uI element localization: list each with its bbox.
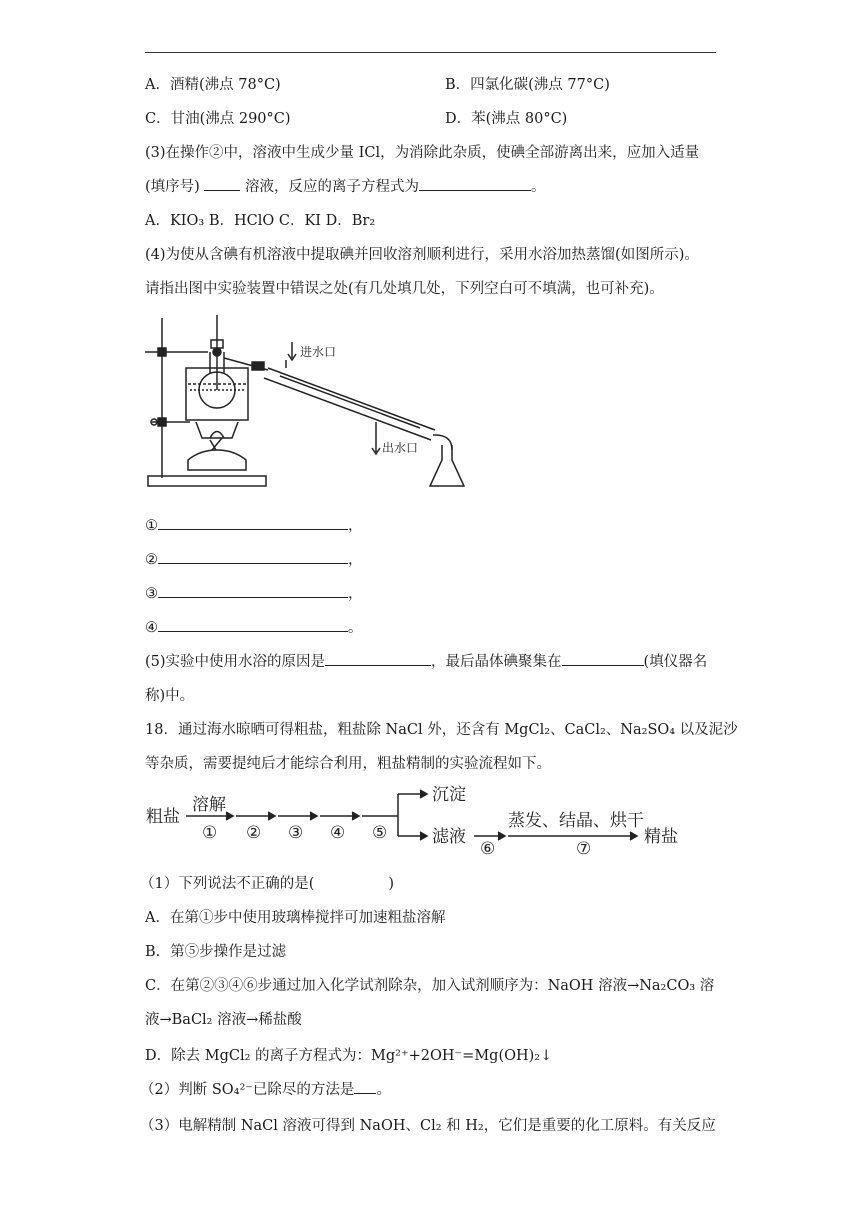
answer-blank[interactable] — [158, 617, 348, 632]
header-rule — [145, 52, 716, 53]
q4-text: (4)为使从含碘有机溶液中提取碘并回收溶剂顺利进行，采用水浴加热蒸馏(如图所示)。 — [145, 247, 699, 263]
flow-start: 粗盐 — [146, 807, 180, 827]
q18-2: （2）判断 SO₄²⁻已除尽的方法是 。 — [140, 1078, 391, 1099]
flow-step-2: ② — [246, 823, 262, 843]
answer-line-2: ② ， — [145, 548, 363, 569]
flow-precipitate: 沉淀 — [432, 785, 466, 805]
answer-line-4: ④ 。 — [145, 616, 363, 637]
q3-label: (填序号) — [145, 179, 200, 195]
statement-d: D．除去 MgCl₂ 的离子方程式为：Mg²⁺+2OH⁻=Mg(OH)₂↓ — [145, 1048, 553, 1064]
q3-text: (3)在操作②中，溶液中生成少量 ICl，为消除此杂质，使碘全部游离出来，应加入适量 — [145, 145, 700, 161]
water-in-label: 进水口 — [300, 345, 337, 359]
answer-blank[interactable] — [325, 651, 431, 666]
q18-1: （1）下列说法不正确的是( ) — [140, 876, 395, 892]
q5-line-2: 称)中。 — [145, 688, 195, 704]
flow-product: 精盐 — [644, 827, 678, 847]
option-b: B．四氯化碳(沸点 77°C) — [445, 77, 610, 93]
q3-label-2: 溶液，反应的离子方程式为 — [245, 179, 420, 195]
q18-text-2: 等杂质，需要提纯后才能综合利用，粗盐精制的实验流程如下。 — [145, 756, 551, 772]
option-a: A．酒精(沸点 78°C) — [145, 77, 281, 93]
condenser — [264, 360, 435, 440]
answer-blank[interactable] — [419, 176, 531, 191]
q18-text: 18．通过海水晾晒可得粗盐，粗盐除 NaCl 外，还含有 MgCl₂、CaCl₂、Na₂SO₄ 以及泥沙 — [145, 722, 738, 738]
flow-step-3: ③ — [288, 823, 304, 843]
answer-blank[interactable] — [354, 1079, 376, 1094]
statement-c: C．在第②③④⑥步通过加入化学试剂除杂，加入试剂顺序为：NaOH 溶液→Na₂CO₃ 溶 — [145, 978, 715, 994]
flow-step-1: ① — [202, 823, 218, 843]
stand-base — [148, 476, 266, 486]
option-d: D．苯(沸点 80°C) — [445, 111, 568, 127]
flow-step-7: ⑦ — [576, 839, 592, 859]
q3-line2 — [145, 175, 546, 196]
water-out-label: 出水口 — [382, 441, 419, 455]
answer-line-1: ① ， — [145, 514, 363, 535]
answer-blank[interactable] — [158, 515, 348, 530]
option-c: C．甘油(沸点 290°C) — [145, 111, 291, 127]
flow-dissolve: 溶解 — [192, 795, 226, 815]
q4-text-2: 请指出图中实验装置中错误之处(有几处填几处，下列空白可不填满，也可补充)。 — [145, 281, 664, 297]
q18-3: （3）电解精制 NaCl 溶液可得到 NaOH、Cl₂ 和 H₂，它们是重要的化工原料。有关反应 — [140, 1118, 716, 1134]
q5-line: (5)实验中使用水浴的原因是 ，最后晶体碘聚集在 (填仪器名 — [145, 650, 707, 671]
flow-evap: 蒸发、结晶、烘干 — [508, 811, 644, 831]
alcohol-lamp — [188, 450, 246, 470]
answer-blank[interactable] — [204, 176, 240, 191]
flow-step-4: ④ — [330, 823, 346, 843]
distillation-diagram — [140, 310, 480, 500]
flow-filtrate: 滤液 — [432, 827, 466, 847]
answer-line-3: ③ ， — [145, 582, 363, 603]
q3-period: 。 — [531, 179, 546, 195]
receiving-flask — [430, 445, 464, 486]
salt-flow-diagram — [140, 780, 700, 860]
statement-c-2: 液→BaCl₂ 溶液→稀盐酸 — [145, 1012, 302, 1028]
answer-blank[interactable] — [158, 583, 348, 598]
answer-blank[interactable] — [158, 549, 348, 564]
statement-a: A．在第①步中使用玻璃棒搅拌可加速粗盐溶解 — [145, 910, 446, 926]
q3-choices: A．KIO₃ B．HClO C．KI D．Br₂ — [145, 213, 376, 229]
flow-step-6: ⑥ — [480, 839, 496, 859]
statement-b: B．第⑤步操作是过滤 — [145, 944, 287, 960]
flow-step-5: ⑤ — [372, 823, 388, 843]
answer-blank[interactable] — [562, 651, 644, 666]
emphasis-text: 不正确 — [236, 876, 280, 892]
